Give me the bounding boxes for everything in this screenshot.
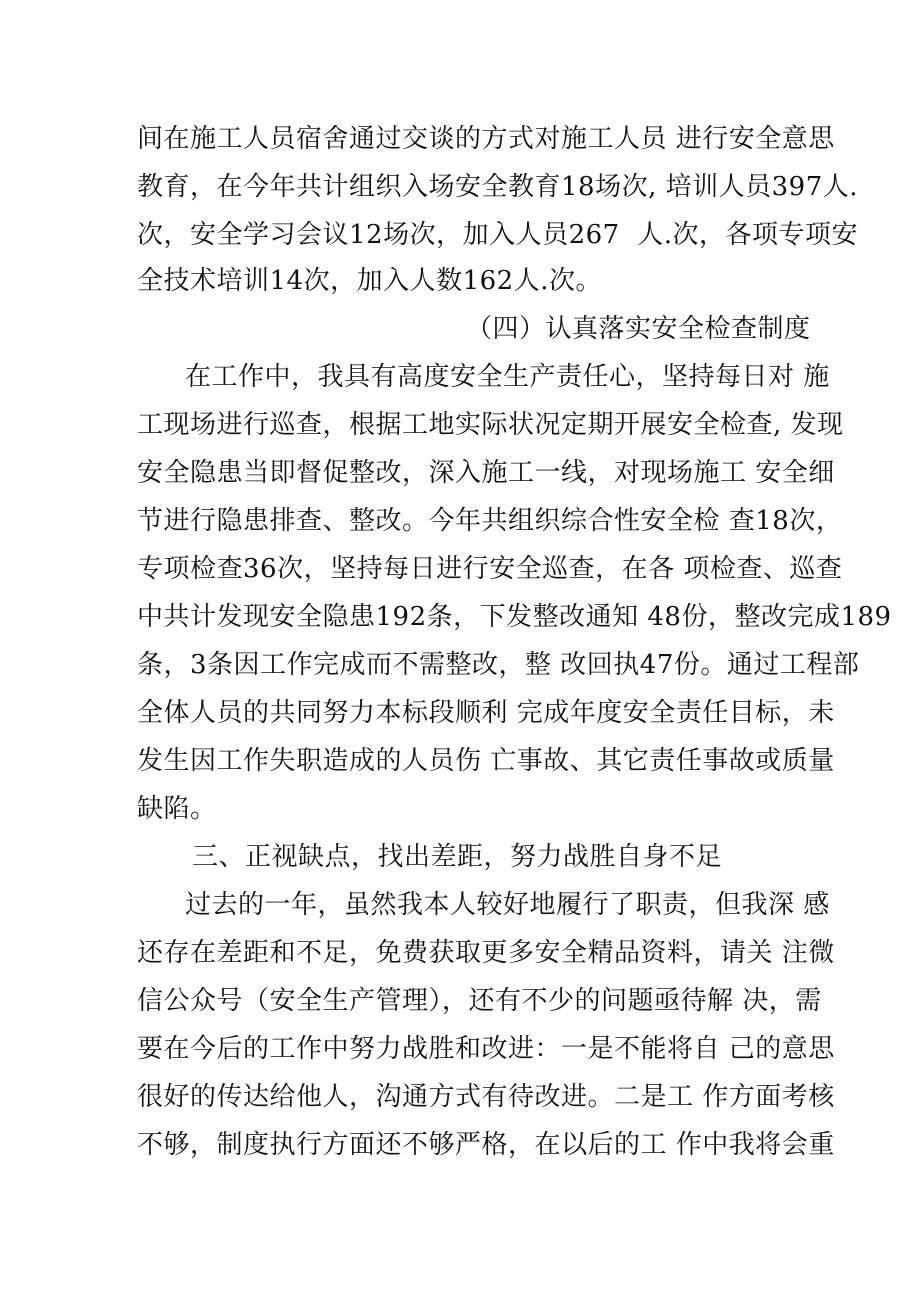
- text-line: 信公众号（安全生产管理），还有不少的问题亟待解 决，需: [137, 986, 822, 1016]
- text-line: 要在今后的工作中努力战胜和改进：一是不能将自 己的意思: [137, 1034, 835, 1064]
- text-line: 条，3条因工作完成而不需整改，整 改回执47份。通过工程部: [137, 650, 860, 680]
- text-line: 专项检查36次，坚持每日进行安全巡查，在各 项检查、巡查: [137, 554, 843, 584]
- text-line: 安全隐患当即督促整改，深入施工一线，对现场施工 安全细: [137, 458, 835, 488]
- text-line: 还存在差距和不足，免费获取更多安全精品资料，请关 注微: [137, 938, 835, 968]
- text-line: 全体人员的共同努力本标段顺利 完成年度安全责任目标，未: [137, 698, 835, 728]
- text-line: 发生因工作失职造成的人员伤 亡事故、其它责任事故或质量: [137, 746, 835, 776]
- text-line: 中共计发现安全隐患192条，下发整改通知 48份，整改完成189: [137, 602, 892, 632]
- text-line: 间在施工人员宿舍通过交谈的方式对施工人员 进行安全意思: [137, 124, 835, 154]
- text-line: 教育，在今年共计组织入场安全教育18场次, 培训人员397人.: [137, 172, 859, 202]
- text-line: 节进行隐患排查、整改。今年共组织综合性安全检 查18次，: [137, 506, 843, 536]
- text-line: 很好的传达给他人，沟通方式有待改进。二是工 作方面考核: [137, 1082, 835, 1112]
- text-line: 过去的一年，虽然我本人较好地履行了职责，但我深 感: [185, 890, 830, 920]
- text-line: 在工作中，我具有高度安全生产责任心，坚持每日对 施: [185, 362, 830, 392]
- text-line: 缺陷。: [137, 794, 217, 824]
- text-line: 不够，制度执行方面还不够严格，在以后的工 作中我将会重: [137, 1130, 835, 1160]
- text-line: 工现场进行巡查，根据工地实际状况定期开展安全检查, 发现: [137, 410, 844, 440]
- section-heading: （四）认真落实安全检查制度: [466, 314, 811, 344]
- text-line: 全技术培训14次，加入人数162人.次。: [137, 266, 602, 296]
- text-line: 次，安全学习会议12场次，加入人员267 人.次，各项专项安: [137, 220, 859, 250]
- section-heading: 三、正视缺点，找出差距，努力战胜自身不足: [192, 842, 723, 872]
